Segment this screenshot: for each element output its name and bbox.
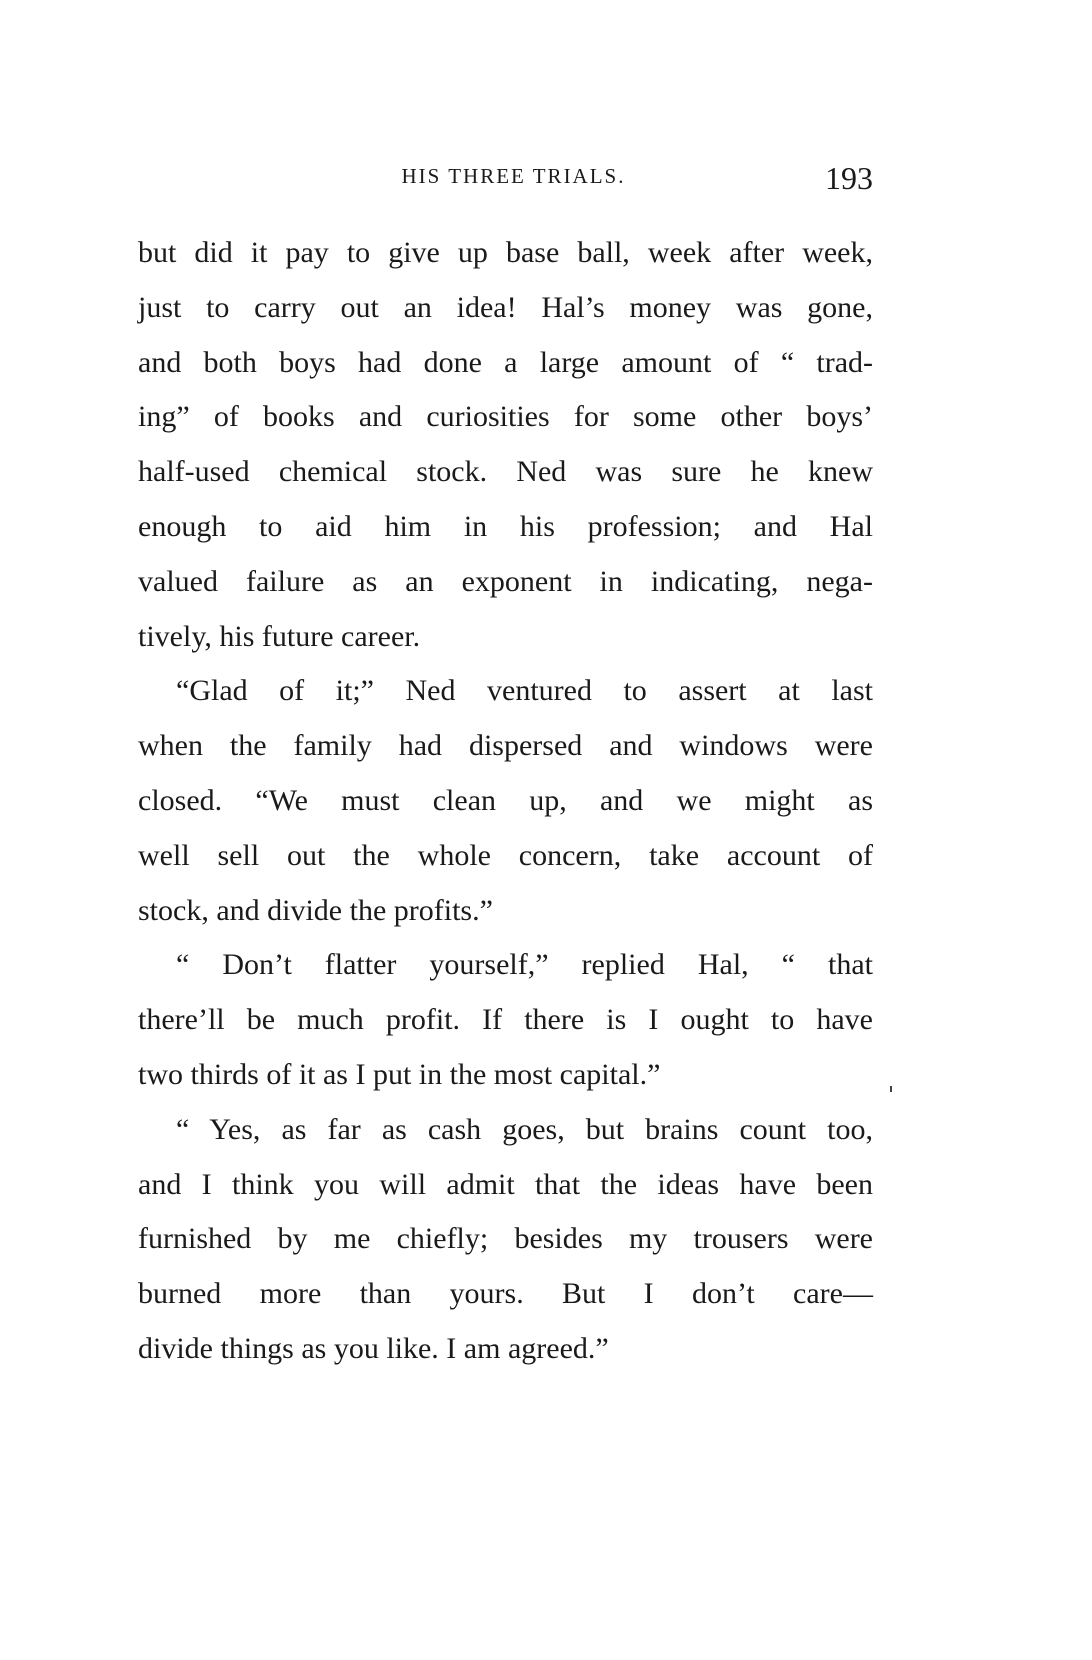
running-head [138,160,873,200]
page-number: 193 [825,160,873,196]
text-line: but did it pay to give up base ball, week after week, [138,236,873,269]
text-line: there’ll be much profit. If there is I ought to have [138,1003,873,1037]
text-line: divide things as you like. I am agreed.” [138,1331,609,1365]
text-line: and both boys had done a large amount of “ trad- [138,345,873,379]
running-title: HIS THREE TRIALS. [401,164,626,188]
text-line: when the family had dispersed and windows were [138,729,873,763]
text-line: “Glad of it;” Ned ventured to assert at last [176,674,873,708]
text-line: well sell out the whole concern, take account of [138,838,873,872]
text-line: ing” of books and curiosities for some other boys’ [138,400,873,434]
text-line: closed. “We must clean up, and we might as [138,783,873,817]
text-line: tively, his future career. [138,619,421,653]
text-line: just to carry out an idea! Hal’s money was gone, [138,290,873,324]
text-line: stock, and divide the profits.” [138,893,493,927]
ink-speck [890,1086,892,1092]
text-line: burned more than yours. But I don’t care— [138,1277,873,1311]
text-line: half-used chemical stock. Ned was sure he knew [138,455,873,489]
text-line: furnished by me chiefly; besides my trousers were [138,1222,873,1256]
text-line: “ Don’t flatter yourself,” replied Hal, “ that [176,948,873,982]
text-line: valued failure as an exponent in indicating, nega- [138,564,873,598]
text-line: two thirds of it as I put in the most capital.” [138,1057,661,1091]
text-line: enough to aid him in his profession; and Hal [138,509,873,543]
body-text [138,226,873,1377]
text-line: “ Yes, as far as cash goes, but brains count too, [176,1112,873,1146]
text-line: and I think you will admit that the ideas have been [138,1167,873,1201]
